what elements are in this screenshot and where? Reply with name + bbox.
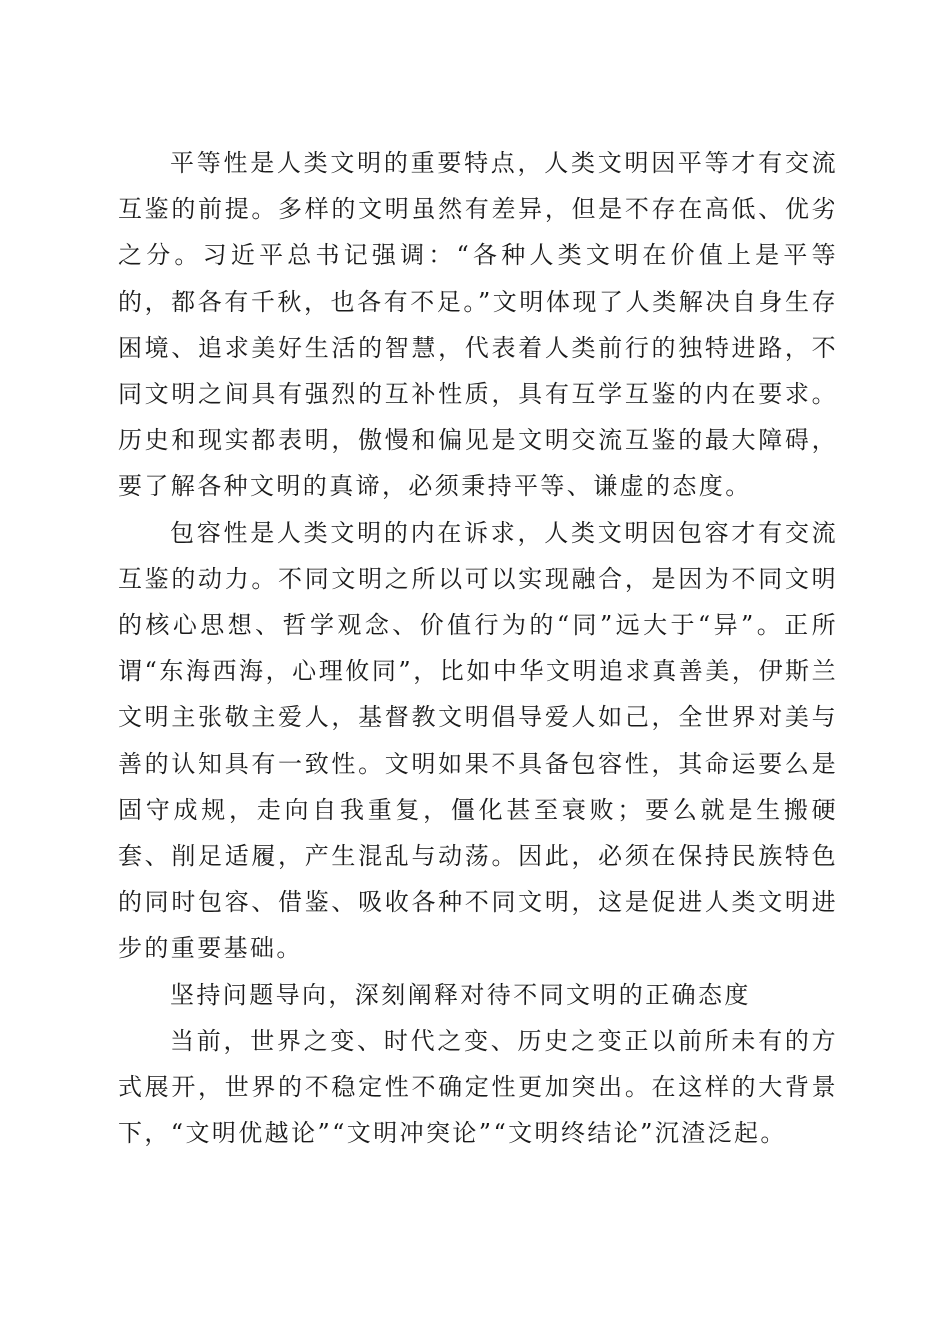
paragraph-inclusiveness: 包容性是人类文明的内在诉求，人类文明因包容才有交流互鉴的动力。不同文明之所以可以实现融合，是因为不同文明的核心思想、哲学观念、价值行为的“同”远大于“异”。正所谓“东海西海，心理攸同”，比如中华文明追求真善美，伊斯兰文明主张敬主爱人，基督教文明倡导爱人如己，全世界对美与善的认知具有一致性。文明如果不具备包容性，其命运要么是固守成规，走向自我重复，僵化甚至衰败；要么就是生搬硬套、削足适履，产生混乱与动荡。因此，必须在保持民族特色的同时包容、借鉴、吸收各种不同文明，这是促进人类文明进步的重要基础。 [118,518,838,963]
paragraph-equality: 平等性是人类文明的重要特点，人类文明因平等才有交流互鉴的前提。多样的文明虽然有差异，但是不存在高低、优劣之分。习近平总书记强调：“各种人类文明在价值上是平等的，都各有千秋，也各有不足。”文明体现了人类解决自身生存困境、追求美好生活的智慧，代表着人类前行的独特进路，不同文明之间具有强烈的互补性质，具有互学互鉴的内在要求。历史和现实都表明，傲慢和偏见是文明交流互鉴的最大障碍，要了解各种文明的真谛，必须秉持平等、谦虚的态度。 [118,149,838,501]
section-heading: 坚持问题导向，深刻阐释对待不同文明的正确态度 [170,980,751,1009]
paragraph-current-situation: 当前，世界之变、时代之变、历史之变正以前所未有的方式展开，世界的不稳定性不确定性更加突出。在这样的大背景下，“文明优越论”“文明冲突论”“文明终结论”沉渣泛起。 [118,1026,838,1148]
document-body [118,140,838,1156]
